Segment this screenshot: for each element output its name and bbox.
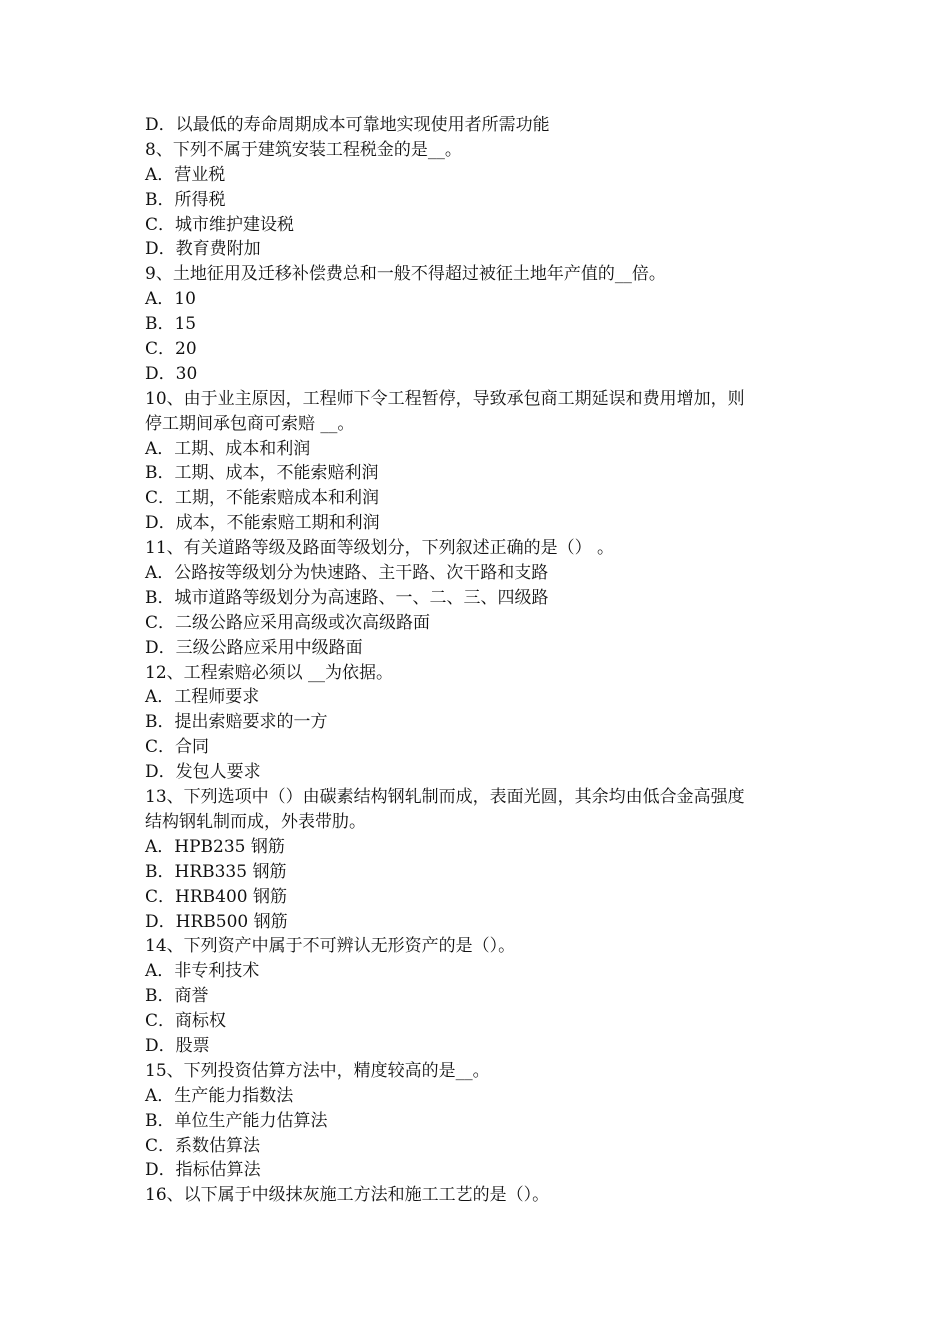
option-line: B．提出索赔要求的一方 [145,712,328,733]
option-line: B．工期、成本，不能索赔利润 [145,463,379,484]
option-line: D．30 [145,363,198,384]
option-line: B．所得税 [145,189,226,210]
option-line: A．10 [145,289,196,310]
option-line: A．工程师要求 [145,687,260,708]
question-line: 结构钢轧制而成，外表带肋。 [145,811,366,832]
option-line: C．二级公路应采用高级或次高级路面 [145,612,431,633]
option-line: A．工期、成本和利润 [145,438,311,459]
option-line: C．工期，不能索赔成本和利润 [145,488,380,509]
option-line: D．成本，不能索赔工期和利润 [145,513,380,534]
option-line: A．非专利技术 [145,961,260,982]
question-line: 16、以下属于中级抹灰施工方法和施工工艺的是（）。 [145,1185,550,1206]
option-line: D．三级公路应采用中级路面 [145,637,363,658]
question-line: 13、下列选项中（）由碳素结构钢轧制而成，表面光圆，其余均由低合金高强度 [145,787,745,808]
option-line: D．股票 [145,1035,210,1056]
option-line: A．公路按等级划分为快速路、主干路、次干路和支路 [145,563,549,584]
option-line: C．城市维护建设税 [145,214,295,235]
option-line: C．HRB400 钢筋 [145,886,287,907]
option-line: D．教育费附加 [145,239,261,260]
option-line: A．营业税 [145,164,226,185]
option-line: C．20 [145,339,197,360]
option-line: B．HRB335 钢筋 [145,861,287,882]
option-line: C．系数估算法 [145,1135,261,1156]
option-line: A．HPB235 钢筋 [145,836,285,857]
option-line: B．城市道路等级划分为高速路、一、二、三、四级路 [145,587,549,608]
option-line: D．HRB500 钢筋 [145,911,288,932]
option-line: B．商誉 [145,986,209,1007]
option-line: C．商标权 [145,1011,227,1032]
question-line: 9、土地征用及迁移补偿费总和一般不得超过被征土地年产值的__倍。 [145,264,666,285]
question-line: 12、工程索赔必须以 __为依据。 [145,662,394,683]
option-line: D．指标估算法 [145,1160,261,1181]
question-line: 10、由于业主原因，工程师下令工程暂停，导致承包商工期延误和费用增加，则 [145,388,745,409]
option-line: D．以最低的寿命周期成本可靠地实现使用者所需功能 [145,115,550,135]
option-line: D．发包人要求 [145,762,261,783]
option-line: B．单位生产能力估算法 [145,1110,328,1131]
option-line: B．15 [145,314,197,335]
question-line: 14、下列资产中属于不可辨认无形资产的是（）。 [145,936,516,957]
question-line: 停工期间承包商可索赔 __。 [145,413,355,434]
question-line: 15、下列投资估算方法中，精度较高的是__。 [145,1060,490,1081]
question-line: 8、下列不属于建筑安装工程税金的是__。 [145,139,462,160]
option-line: A．生产能力指数法 [145,1085,294,1106]
option-line: C．合同 [145,737,210,758]
question-line: 11、有关道路等级及路面等级划分，下列叙述正确的是（） 。 [145,538,615,559]
document-body [145,113,810,1208]
